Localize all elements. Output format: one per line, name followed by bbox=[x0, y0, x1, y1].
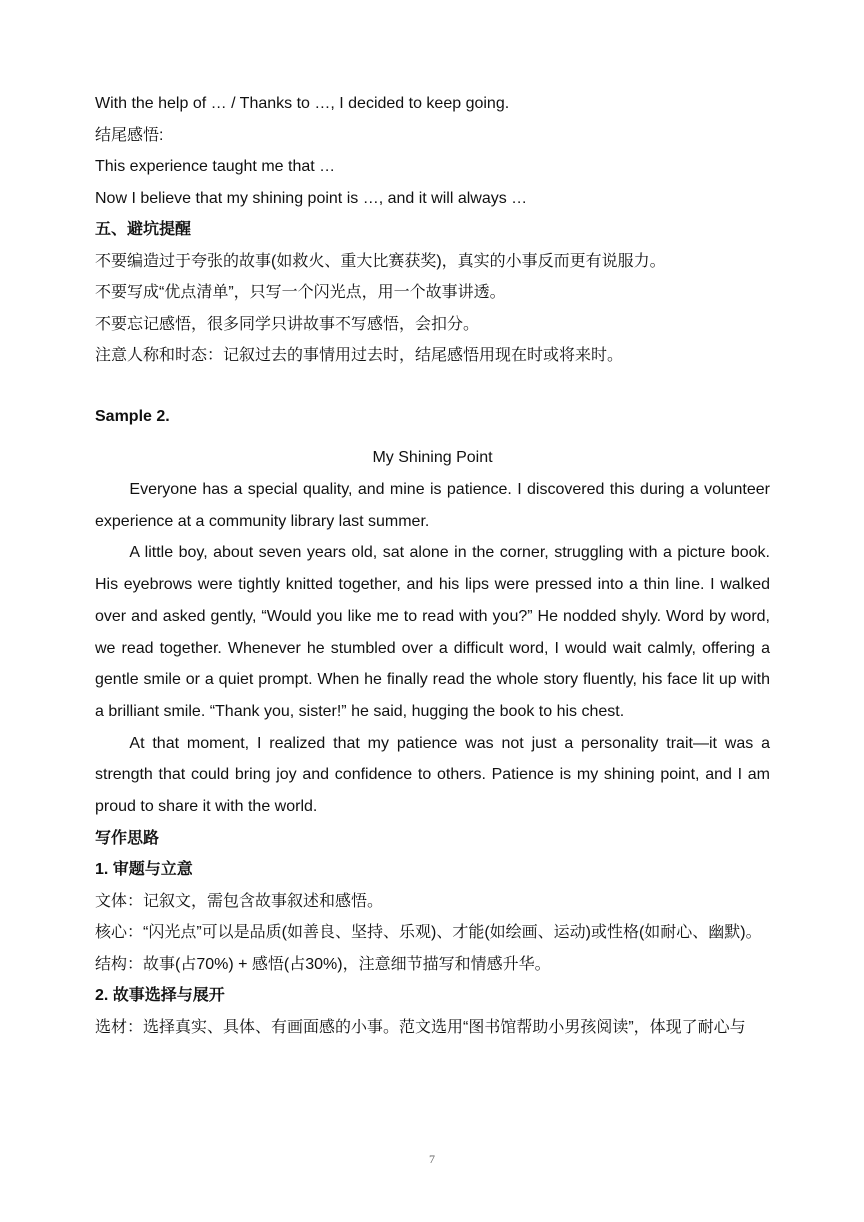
note-material: 选材：选择真实、具体、有画面感的小事。范文选用“图书馆帮助小男孩阅读”，体现了耐心与 bbox=[95, 1018, 746, 1036]
tip-item: 不要忘记感悟，很多同学只讲故事不写感悟，会扣分。 bbox=[95, 315, 480, 333]
section-heading: 写作思路 bbox=[95, 829, 160, 847]
note-genre: 文体：记叙文，需包含故事叙述和感悟。 bbox=[95, 892, 384, 910]
essay-paragraph: At that moment, I realized that my patience was not just a personality trait—it was a strength that could bring joy and confidence to others. Patience is my shining point, and I am proud to share it with the world. bbox=[95, 734, 770, 816]
essay-title: My Shining Point bbox=[372, 449, 493, 466]
tip-item: 不要编造过于夸张的故事(如救火、重大比赛获奖)，真实的小事反而更有说服力。 bbox=[95, 252, 666, 270]
tip-item: 不要写成“优点清单”，只写一个闪光点，用一个故事讲透。 bbox=[95, 284, 506, 301]
tip-item: 注意人称和时态：记叙过去的事情用过去时，结尾感悟用现在时或将来时。 bbox=[95, 347, 624, 364]
section-heading: 五、避坑提醒 bbox=[95, 221, 192, 238]
template-line: Now I believe that my shining point is …, and it will always … bbox=[95, 189, 528, 207]
template-line: This experience taught me that … bbox=[95, 158, 336, 175]
essay-paragraph: Everyone has a special quality, and mine is patience. I discovered this during a volunteer experience at a community library last summer. bbox=[95, 481, 770, 530]
essay-paragraph: A little boy, about seven years old, sat alone in the corner, struggling with a picture book. His eyebrows were tightly knitted together, and his lips were pressed into a thin line. I walked over and asked gently, “Would you like me to read with you?” He nodded shyly. Word by word, we read together. Whenever he stumbled over a difficult word, I would wait calmly, offering a gentle smile or a quiet prompt. When he finally read the whole story fluently, his face lit up with a brilliant smile. “Thank you, sister!” he said, hugging the book to his chest. bbox=[95, 544, 770, 720]
template-line: With the help of … / Thanks to …, I decided to keep going. bbox=[95, 95, 510, 112]
document-page bbox=[95, 88, 770, 1043]
page-number: 7 bbox=[429, 1152, 435, 1166]
subsection-heading: 1. 审题与立意 bbox=[95, 861, 193, 879]
subsection-heading: 2. 故事选择与展开 bbox=[95, 987, 225, 1005]
note-core: 核心：“闪光点”可以是品质(如善良、坚持、乐观)、才能(如绘画、运动)或性格(如耐心、幽默)。 bbox=[95, 924, 762, 942]
template-line: 结尾感悟: bbox=[95, 126, 164, 144]
sample-label: Sample 2. bbox=[95, 407, 170, 425]
note-structure: 结构：故事(占70%) + 感悟(占30%)，注意细节描写和情感升华。 bbox=[95, 955, 551, 973]
